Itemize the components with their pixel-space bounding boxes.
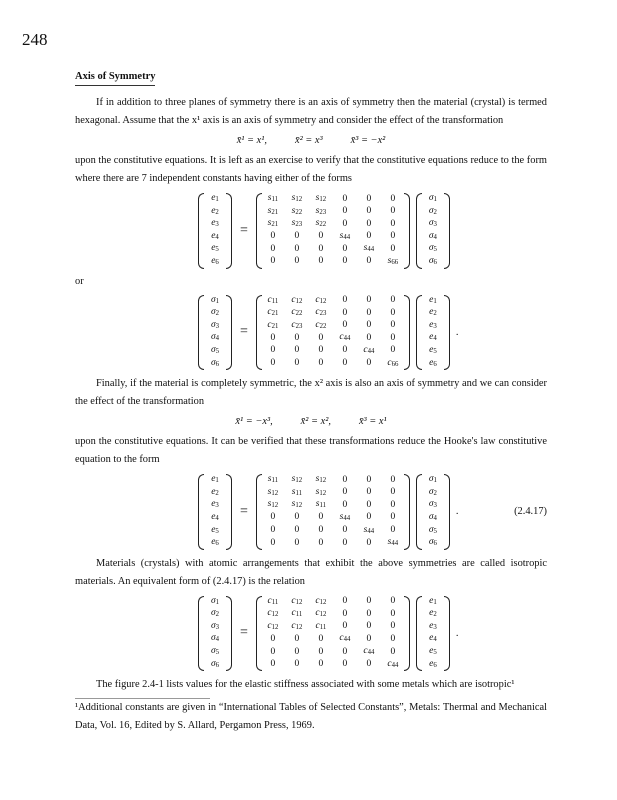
matrix-cell: 0 [390, 646, 396, 657]
matrix-cell: $c_{11}$ [267, 294, 279, 305]
matrix-cell: 0 [390, 332, 396, 343]
matrix-cell: 0 [270, 243, 276, 254]
matrix-cell: 0 [390, 608, 396, 619]
matrix-cell: $\sigma_5$ [210, 646, 220, 657]
section-heading: Axis of Symmetry [75, 70, 155, 86]
matrix-cell: $e_2$ [211, 205, 219, 216]
matrix-cell: 0 [366, 206, 372, 217]
matrix-cell: $e_1$ [429, 595, 437, 606]
matrix-cell: $\sigma_2$ [210, 307, 220, 318]
equals-sign: = [240, 625, 248, 641]
matrix-cell: 0 [366, 487, 372, 498]
matrix-cell: 0 [390, 596, 396, 607]
matrix-cell: 0 [390, 474, 396, 485]
matrix-cell: 0 [390, 512, 396, 523]
matrix-row [75, 474, 547, 550]
matrix-cell: $c_{12}$ [267, 608, 279, 619]
matrix-cell: $s_{44}$ [339, 230, 351, 241]
matrix-cell: 0 [342, 320, 348, 331]
matrix-cell: 0 [294, 358, 300, 369]
matrix-cell: 0 [342, 295, 348, 306]
matrix-cell: $c_{22}$ [315, 319, 327, 330]
matrix-cell: 0 [366, 633, 372, 644]
matrix-cell: $\sigma_3$ [428, 218, 437, 229]
matrix-cell: 0 [390, 487, 396, 498]
matrix-cell: 0 [366, 596, 372, 607]
matrix-cell: $c_{44}$ [339, 633, 351, 644]
matrix-cell: $e_3$ [211, 218, 219, 229]
matrix-cell: $s_{12}$ [291, 499, 303, 510]
matrix-cell: $s_{12}$ [315, 193, 327, 203]
matrix-cell: $s_{11}$ [267, 474, 279, 485]
matrix-cell: 0 [390, 621, 396, 632]
matrix-cell: $e_4$ [211, 511, 219, 522]
matrix-cell: $e_1$ [429, 294, 437, 305]
matrix-cell: 0 [342, 307, 348, 318]
matrix-cell: 0 [270, 256, 276, 267]
matrix-cell: $c_{44}$ [387, 658, 399, 669]
matrix-cell: 0 [294, 512, 300, 523]
matrix-cell: $s_{44}$ [363, 243, 375, 254]
matrix-cell: $c_{12}$ [291, 595, 303, 606]
matrix-cell: 0 [342, 206, 348, 217]
matrix-cell: 0 [342, 243, 348, 254]
or-text: or [75, 275, 84, 287]
matrix-cell: 0 [342, 608, 348, 619]
equals-sign: = [240, 503, 248, 519]
matrix-cell: $c_{21}$ [267, 307, 279, 318]
matrix-cell: 0 [294, 646, 300, 657]
matrix-cell: $c_{12}$ [315, 595, 327, 606]
lhs-vector [198, 474, 232, 550]
paragraph-4: upon the constitutive equations. It can be verified that these transformations reduce the Hooke's law constitutive equation to the form [75, 436, 547, 466]
paragraph-3: Finally, if the material is completely symmetric, the x² axis is also an axis of symmetry and we can consider the effect of the transformation [75, 378, 547, 408]
matrix-cell: $\sigma_2$ [210, 608, 220, 619]
matrix-cell: 0 [294, 231, 300, 242]
matrix-cell: 0 [294, 537, 300, 548]
matrix-cell: $s_{12}$ [267, 499, 279, 510]
matrix-cell: 0 [342, 218, 348, 229]
matrix-cell: 0 [342, 659, 348, 670]
matrix-cell: 0 [294, 243, 300, 254]
matrix-equation [198, 474, 547, 550]
matrix-cell: $\sigma_1$ [210, 595, 220, 606]
matrix-cell: $e_3$ [429, 620, 437, 631]
matrix-cell: $e_5$ [211, 243, 219, 254]
matrix-cell: 0 [390, 345, 396, 356]
rhs-vector [416, 474, 450, 550]
matrix-cell: $s_{23}$ [291, 218, 303, 229]
lhs-vector [198, 193, 232, 269]
matrix-cell: $c_{21}$ [267, 319, 279, 330]
matrix-cell: $s_{11}$ [315, 499, 327, 510]
matrix-cell: 0 [342, 193, 348, 204]
matrix-cell: 0 [366, 358, 372, 369]
period: . [455, 627, 459, 639]
matrix-cell: $\sigma_4$ [428, 511, 437, 522]
page-body [75, 70, 547, 735]
matrix-cell: $s_{44}$ [363, 524, 375, 535]
matrix-row [75, 193, 547, 269]
matrix-cell: $c_{66}$ [387, 357, 399, 368]
matrix-equation [198, 295, 547, 371]
matrix-cell: 0 [342, 256, 348, 267]
matrix-cell: 0 [342, 358, 348, 369]
matrix-cell: 0 [366, 332, 372, 343]
matrix-cell: $\sigma_1$ [428, 193, 437, 203]
matrix-cell: 0 [390, 633, 396, 644]
period: . [455, 506, 459, 518]
matrix-cell: 0 [294, 256, 300, 267]
matrix-cell: $e_1$ [211, 474, 219, 485]
matrix-cell: $c_{11}$ [267, 595, 279, 606]
rhs-vector [416, 193, 450, 269]
matrix-cell: 0 [342, 646, 348, 657]
matrix-row [75, 295, 547, 371]
matrix-cell: $c_{44}$ [339, 332, 351, 343]
matrix-cell: 0 [342, 525, 348, 535]
matrix-cell: $\sigma_1$ [428, 474, 437, 485]
matrix-cell: $s_{44}$ [339, 511, 351, 522]
matrix-cell: 0 [366, 256, 372, 267]
matrix-cell: 0 [390, 295, 396, 306]
matrix-cell: $e_5$ [211, 524, 219, 535]
matrix-cell: 0 [294, 633, 300, 644]
matrix-cell: $\sigma_6$ [428, 255, 437, 266]
matrix-cell: 0 [366, 537, 372, 548]
rhs-vector [416, 295, 450, 371]
matrix-cell: $s_{12}$ [267, 486, 279, 497]
matrix-cell: $c_{44}$ [363, 344, 375, 355]
matrix-cell: $c_{12}$ [291, 294, 303, 305]
matrix-cell: 0 [390, 499, 396, 510]
matrix-cell: 0 [366, 659, 372, 670]
matrix-cell: 0 [390, 525, 396, 535]
lhs-vector [198, 295, 232, 371]
paragraph-2: upon the constitutive equations. It is left as an exercise to verify that the constitutive equations reduce to the form where there are 7 independent constants having either of the forms [75, 155, 547, 184]
matrix-cell: 0 [366, 307, 372, 318]
matrix-cell: 0 [318, 537, 324, 548]
matrix-cell: 0 [366, 621, 372, 632]
matrix-cell: $s_{44}$ [387, 537, 399, 548]
matrix-cell: $\sigma_3$ [428, 499, 437, 510]
matrix-cell: $s_{12}$ [291, 193, 303, 203]
matrix-cell: 0 [366, 474, 372, 485]
matrix-cell: $c_{11}$ [291, 608, 303, 619]
matrix-row [75, 596, 547, 672]
matrix-cell: $s_{12}$ [315, 486, 327, 497]
matrix-cell: 0 [294, 332, 300, 343]
matrix-cell: 0 [390, 243, 396, 254]
matrix-cell: $e_5$ [429, 344, 437, 355]
matrix-cell: $e_6$ [211, 537, 219, 548]
paragraph-5: Materials (crystals) with atomic arrangements that exhibit the above symmetries are called isotropic materials. An equivalent form of (2.4.17) is the relation [75, 557, 547, 587]
matrix-cell: 0 [270, 646, 276, 657]
matrix-cell: $s_{23}$ [315, 205, 327, 216]
period: . [455, 326, 459, 338]
eq-term: x̄² = x³ [294, 135, 323, 146]
matrix-cell: 0 [270, 659, 276, 670]
matrix-cell: $s_{22}$ [315, 218, 327, 229]
matrix-cell: $\sigma_5$ [210, 344, 220, 355]
equals-sign: = [240, 324, 248, 340]
matrix-cell: 0 [318, 345, 324, 356]
matrix-cell: $s_{66}$ [387, 255, 399, 266]
page-number: 248 [22, 30, 48, 49]
matrix-cell: $\sigma_6$ [428, 537, 437, 548]
matrix-cell: $e_6$ [429, 658, 437, 669]
matrix-cell: $\sigma_2$ [428, 205, 437, 216]
matrix-cell: 0 [366, 295, 372, 306]
matrix-cell: 0 [294, 525, 300, 535]
eq-term: x̄³ = x¹ [358, 416, 387, 428]
matrix-cell: 0 [294, 659, 300, 670]
paragraph-6: The figure 2.4-1 lists values for the elastic stiffness associated with some metals which are isotropic¹ [96, 679, 515, 691]
coefficient-matrix [256, 474, 410, 550]
footnote: ¹Additional constants are given in “International Tables of Selected Constants”, Metals: Thermal and Mechanical Data, Vol. 16, Edited by S. Allard, Pergamon Press, 1969. [75, 702, 547, 732]
matrix-cell: 0 [318, 633, 324, 644]
matrix-cell: $s_{21}$ [267, 218, 279, 229]
matrix-cell: $e_4$ [211, 230, 219, 241]
eq-term: x̄¹ = x¹, [236, 135, 267, 146]
matrix-cell: 0 [366, 499, 372, 510]
matrix-cell: $\sigma_6$ [210, 658, 220, 669]
paragraph-1: If in addition to three planes of symmetry there is an axis of symmetry then the material (crystal) is termed hexagonal. Assume that the x¹ axis is an axis of symmetry and consider the effect of the transformation [75, 97, 547, 126]
matrix-cell: $\sigma_3$ [210, 620, 220, 631]
matrix-cell: $\sigma_4$ [428, 230, 437, 241]
matrix-cell: 0 [390, 320, 396, 331]
matrix-cell: 0 [366, 218, 372, 229]
matrix-cell: $e_6$ [429, 357, 437, 368]
matrix-cell: $s_{12}$ [291, 474, 303, 485]
matrix-cell: $c_{44}$ [363, 646, 375, 657]
matrix-cell: 0 [366, 231, 372, 242]
matrix-cell: 0 [342, 596, 348, 607]
coefficient-matrix [256, 193, 410, 269]
lhs-vector [198, 596, 232, 672]
matrix-cell: 0 [390, 218, 396, 229]
matrix-cell: $e_1$ [211, 193, 219, 203]
matrix-cell: $e_2$ [429, 608, 437, 619]
matrix-cell: 0 [270, 633, 276, 644]
matrix-cell: 0 [390, 231, 396, 242]
matrix-cell: 0 [318, 512, 324, 523]
equation-transform-2 [75, 413, 547, 431]
equals-sign: = [240, 222, 248, 238]
matrix-cell: 0 [318, 256, 324, 267]
matrix-cell: $e_2$ [429, 307, 437, 318]
equation-transform-1 [75, 132, 547, 150]
matrix-cell: $e_4$ [429, 332, 437, 343]
eq-term: x̄¹ = −x³, [235, 416, 273, 428]
matrix-cell: 0 [270, 512, 276, 523]
matrix-cell: $e_6$ [211, 255, 219, 266]
eq-term: x̄³ = −x² [350, 135, 386, 146]
matrix-cell: 0 [270, 332, 276, 343]
matrix-cell: $e_3$ [429, 319, 437, 330]
matrix-cell: 0 [366, 512, 372, 523]
matrix-cell: $c_{23}$ [291, 319, 303, 330]
matrix-cell: $e_3$ [211, 499, 219, 510]
matrix-cell: 0 [390, 206, 396, 217]
matrix-cell: $c_{12}$ [291, 620, 303, 631]
matrix-cell: 0 [270, 345, 276, 356]
matrix-cell: 0 [318, 243, 324, 254]
coefficient-matrix [256, 596, 410, 672]
matrix-cell: $c_{22}$ [291, 307, 303, 318]
matrix-cell: $c_{11}$ [315, 620, 327, 631]
matrix-cell: $\sigma_5$ [428, 524, 437, 535]
matrix-cell: $s_{11}$ [291, 486, 303, 497]
matrix-cell: 0 [270, 358, 276, 369]
matrix-equation [198, 596, 547, 672]
matrix-cell: 0 [318, 525, 324, 535]
matrix-cell: $s_{21}$ [267, 205, 279, 216]
matrix-cell: 0 [342, 621, 348, 632]
matrix-cell: $e_4$ [429, 633, 437, 644]
equation-label: (2.4.17) [514, 505, 547, 517]
coefficient-matrix [256, 295, 410, 371]
matrix-cell: $c_{12}$ [267, 620, 279, 631]
matrix-cell: 0 [366, 193, 372, 204]
matrix-cell: 0 [342, 487, 348, 498]
matrix-cell: 0 [270, 525, 276, 535]
matrix-cell: 0 [270, 231, 276, 242]
matrix-cell: 0 [318, 358, 324, 369]
matrix-cell: $e_2$ [211, 486, 219, 497]
matrix-cell: $c_{12}$ [315, 294, 327, 305]
matrix-cell: $e_5$ [429, 646, 437, 657]
matrix-cell: $\sigma_5$ [428, 243, 437, 254]
matrix-cell: $c_{12}$ [315, 608, 327, 619]
matrix-cell: $c_{23}$ [315, 307, 327, 318]
matrix-cell: 0 [366, 320, 372, 331]
matrix-cell: 0 [342, 537, 348, 548]
matrix-cell: $\sigma_2$ [428, 486, 437, 497]
matrix-cell: 0 [390, 307, 396, 318]
matrix-equation [198, 193, 547, 269]
matrix-cell: 0 [342, 474, 348, 485]
matrix-cell: 0 [318, 659, 324, 670]
rhs-vector [416, 596, 450, 672]
matrix-cell: 0 [270, 537, 276, 548]
matrix-cell: $\sigma_1$ [210, 294, 220, 305]
matrix-cell: 0 [366, 608, 372, 619]
matrix-cell: $\sigma_6$ [210, 357, 220, 368]
matrix-cell: $\sigma_4$ [210, 633, 220, 644]
matrix-cell: 0 [390, 193, 396, 204]
matrix-cell: 0 [294, 345, 300, 356]
matrix-cell: $s_{11}$ [267, 193, 279, 203]
matrix-cell: $\sigma_3$ [210, 319, 220, 330]
matrix-cell: 0 [318, 646, 324, 657]
eq-term: x̄² = x², [300, 416, 331, 428]
matrix-cell: $s_{12}$ [315, 474, 327, 485]
matrix-cell: $\sigma_4$ [210, 332, 220, 343]
matrix-cell: 0 [342, 345, 348, 356]
matrix-cell: 0 [318, 231, 324, 242]
matrix-cell: 0 [318, 332, 324, 343]
matrix-cell: $s_{22}$ [291, 205, 303, 216]
matrix-cell: 0 [342, 499, 348, 510]
